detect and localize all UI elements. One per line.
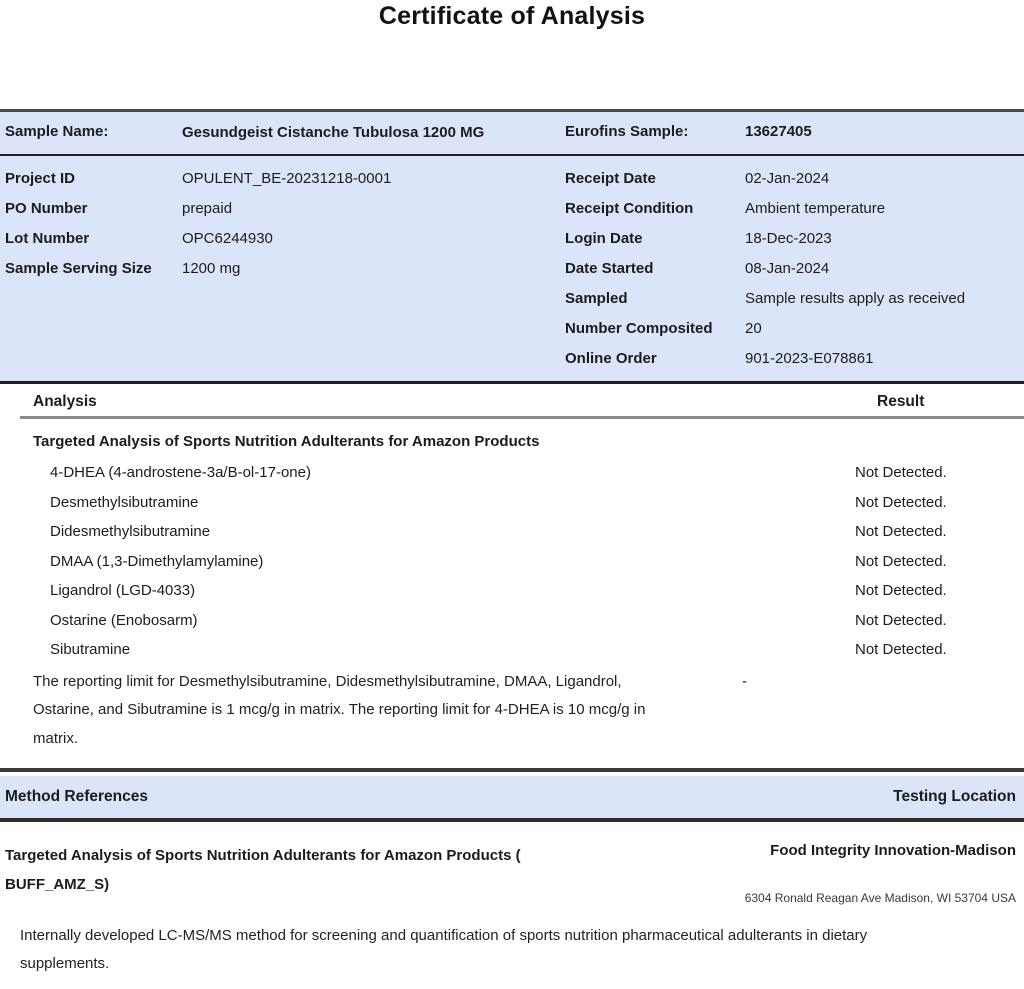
detail-row-login-date bbox=[565, 224, 1019, 254]
details-left-column bbox=[5, 164, 565, 374]
page-title: Certificate of Analysis bbox=[378, 2, 646, 30]
detail-row-date-started bbox=[565, 254, 1019, 284]
method-references-header: Method References bbox=[5, 788, 148, 805]
details-columns bbox=[5, 164, 1019, 374]
table-row bbox=[20, 635, 1024, 665]
receipt-date-value: 02-Jan-2024 bbox=[745, 170, 830, 187]
login-date-label: Login Date bbox=[565, 230, 643, 247]
analysis-group-title: Targeted Analysis of Sports Nutrition Adulterants for Amazon Products bbox=[33, 433, 540, 450]
eurofins-sample-value: 13627405 bbox=[745, 123, 812, 140]
analyte-result: Not Detected. bbox=[855, 611, 947, 629]
testing-location-name: Food Integrity Innovation-Madison bbox=[770, 842, 1016, 859]
method-references-band bbox=[0, 776, 1024, 822]
table-row bbox=[20, 606, 1024, 636]
receipt-condition-label: Receipt Condition bbox=[565, 200, 694, 217]
method-name: Targeted Analysis of Sports Nutrition Adulterants for Amazon Products ( BUFF_AMZ_S) bbox=[5, 847, 521, 893]
sample-name-value: Gesundgeist Cistanche Tubulosa 1200 MG bbox=[182, 124, 485, 141]
online-order-label: Online Order bbox=[565, 350, 657, 367]
analyte-result: Not Detected. bbox=[855, 641, 947, 658]
table-row bbox=[20, 547, 1024, 577]
detail-row-online-order bbox=[565, 344, 1019, 374]
details-right-column bbox=[565, 164, 1019, 374]
table-row bbox=[20, 488, 1024, 518]
login-date-value: 18-Dec-2023 bbox=[745, 230, 832, 247]
detail-row-lot-number bbox=[5, 224, 565, 254]
detail-row-number-composited bbox=[565, 314, 1019, 344]
project-id-value: OPULENT_BE-20231218-0001 bbox=[182, 170, 392, 187]
analyte-result: Not Detected. bbox=[855, 582, 947, 599]
po-number-value: prepaid bbox=[182, 200, 233, 217]
analyte-result: Not Detected. bbox=[855, 493, 947, 511]
sampled-label: Sampled bbox=[565, 290, 628, 307]
sample-name-row bbox=[5, 118, 1019, 147]
analysis-section bbox=[20, 393, 1024, 753]
lot-number-label: Lot Number bbox=[5, 230, 90, 247]
analyte-name: Ligandrol (LGD-4033) bbox=[50, 582, 196, 599]
detail-row-project-id bbox=[5, 164, 565, 194]
testing-location-header: Testing Location bbox=[893, 788, 1016, 805]
table-row bbox=[20, 458, 1024, 488]
po-number-label: PO Number bbox=[5, 200, 88, 217]
section-divider bbox=[0, 768, 1024, 772]
sample-name-label: Sample Name: bbox=[5, 123, 109, 140]
analyte-result: Not Detected. bbox=[855, 464, 947, 481]
reporting-limit-note-result: - bbox=[742, 672, 747, 690]
number-composited-value: 20 bbox=[745, 320, 762, 337]
analyte-name: 4-DHEA (4-androstene-3a/B-ol-17-one) bbox=[50, 464, 311, 481]
analyte-name: DMAA (1,3-Dimethylamylamine) bbox=[50, 552, 264, 570]
analysis-column-header: Analysis bbox=[33, 393, 97, 410]
analysis-table-header bbox=[20, 393, 1024, 419]
detail-row-sampled bbox=[565, 284, 1019, 314]
analyte-name: Ostarine (Enobosarm) bbox=[50, 611, 198, 629]
receipt-date-label: Receipt Date bbox=[565, 170, 656, 187]
analyte-result: Not Detected. bbox=[855, 552, 947, 570]
analyte-name: Didesmethylsibutramine bbox=[50, 523, 211, 540]
lot-number-value: OPC6244930 bbox=[182, 230, 273, 247]
testing-location-block bbox=[575, 841, 1016, 905]
analyte-result: Not Detected. bbox=[855, 523, 947, 540]
receipt-condition-value: Ambient temperature bbox=[745, 200, 886, 217]
sampled-value: Sample results apply as received bbox=[745, 290, 966, 307]
detail-row-receipt-date bbox=[565, 164, 1019, 194]
table-row bbox=[20, 517, 1024, 547]
analyte-name: Sibutramine bbox=[50, 641, 131, 658]
table-row bbox=[20, 576, 1024, 606]
method-description: Internally developed LC-MS/MS method for screening and quantification of sports nutrition pharmaceutical adulterants in dietary supplements. bbox=[20, 927, 868, 972]
date-started-label: Date Started bbox=[565, 260, 654, 277]
sample-header-band bbox=[0, 109, 1024, 156]
number-composited-label: Number Composited bbox=[565, 320, 713, 337]
serving-size-value: 1200 mg bbox=[182, 260, 241, 277]
result-column-header: Result bbox=[877, 393, 925, 410]
eurofins-sample-label: Eurofins Sample: bbox=[565, 123, 689, 140]
testing-location-address: 6304 Ronald Reagan Ave Madison, WI 53704 USA bbox=[744, 891, 1016, 905]
online-order-value: 901-2023-E078861 bbox=[745, 350, 874, 367]
date-started-value: 08-Jan-2024 bbox=[745, 260, 830, 277]
analyte-rows bbox=[20, 458, 1024, 665]
detail-row-serving-size bbox=[5, 254, 565, 284]
sample-details-band bbox=[0, 156, 1024, 384]
detail-row-receipt-condition bbox=[565, 194, 1019, 224]
method-detail-row bbox=[0, 841, 1024, 905]
serving-size-label: Sample Serving Size bbox=[5, 260, 152, 277]
reporting-limit-note: The reporting limit for Desmethylsibutramine, Didesmethylsibutramine, DMAA, Ligandrol, Ostarine, and Sibutramine is 1 mcg/g in matrix. The reporting limit for 4-DHEA is 10 mcg/g in matrix. bbox=[33, 672, 646, 747]
project-id-label: Project ID bbox=[5, 170, 76, 187]
reporting-limit-note-row bbox=[20, 668, 1024, 754]
detail-row-po-number bbox=[5, 194, 565, 224]
analyte-name: Desmethylsibutramine bbox=[50, 493, 199, 511]
